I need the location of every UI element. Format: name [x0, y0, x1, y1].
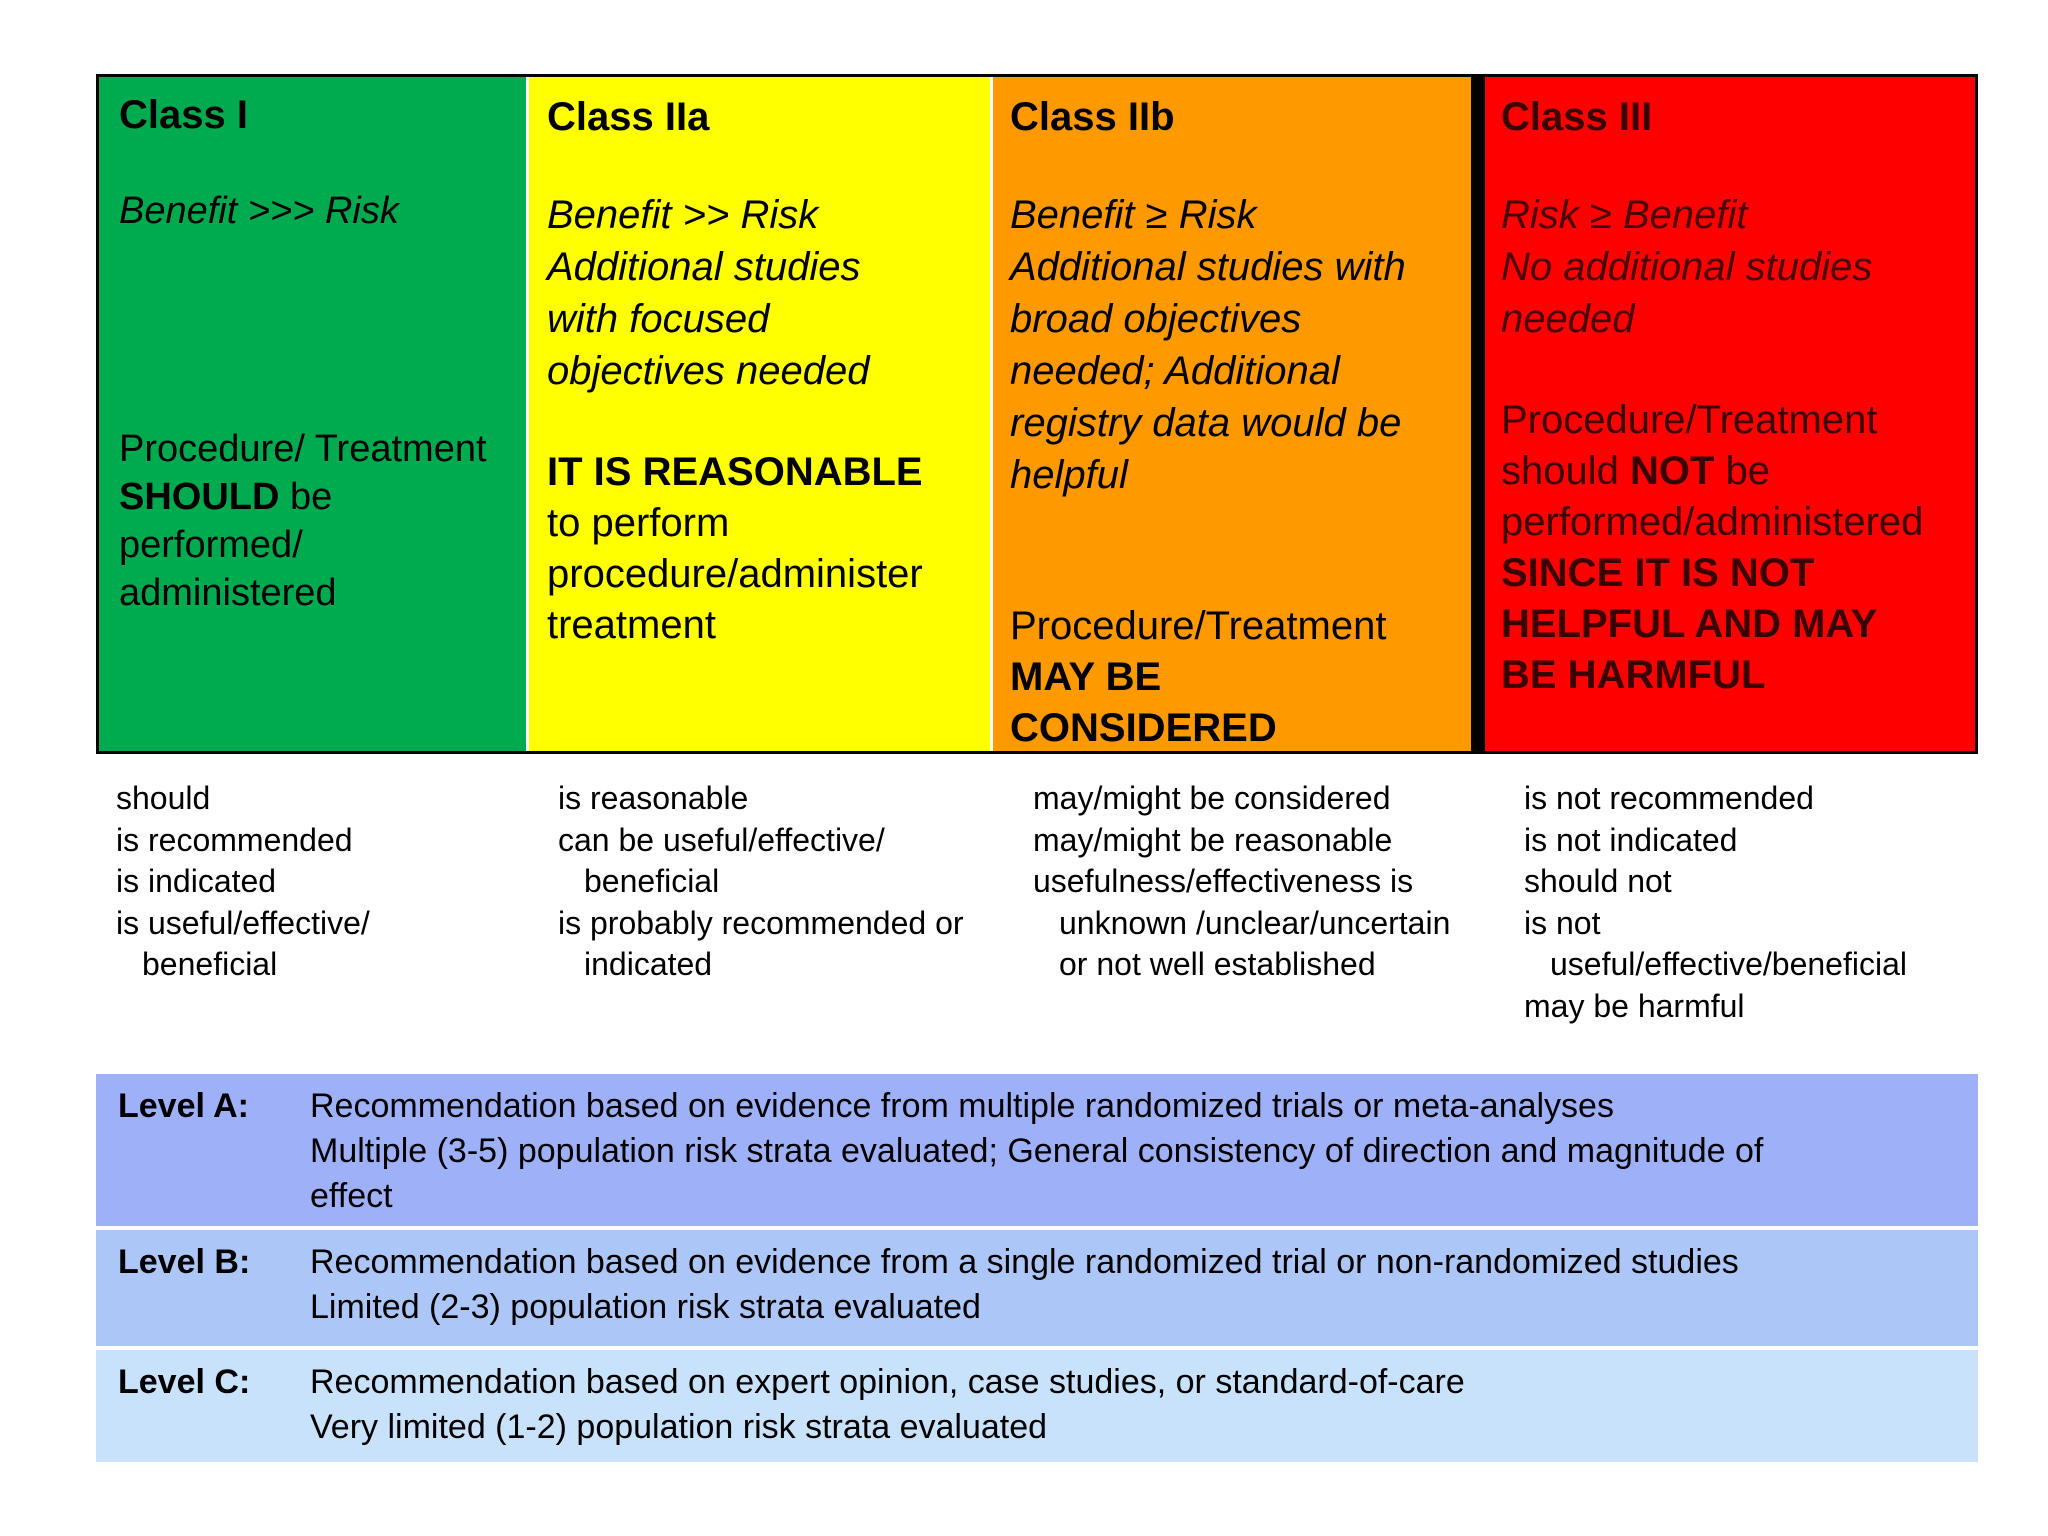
class-iib-phrases: [1033, 778, 1450, 986]
action-emphasis: SHOULD: [119, 476, 280, 518]
action-emphasis: HELPFUL AND MAY: [1501, 602, 1878, 646]
phrase-item: can be useful/effective/: [558, 821, 885, 858]
level-line: Recommendation based on evidence from multiple randomized trials or meta-analyses: [310, 1087, 1614, 1125]
level-line: effect: [310, 1177, 393, 1215]
class-i-cell: [99, 77, 526, 751]
class-iia-phrases: [558, 778, 964, 986]
class-iib-summary: [1010, 189, 1406, 501]
class-table: [96, 74, 1978, 754]
summary-line: helpful: [1010, 453, 1128, 497]
class-iii-summary: [1501, 189, 1872, 345]
level-b-label: Level B:: [118, 1243, 251, 1281]
summary-line: Benefit >> Risk: [547, 193, 819, 237]
class-iii-title: Class III: [1501, 95, 1653, 139]
phrase-item: is not recommended: [1524, 780, 1814, 816]
class-iia-cell: [526, 77, 990, 751]
action-line: [1501, 548, 1923, 599]
level-line: Multiple (3-5) population risk strata evaluated; General consistency of direction and magnitude of: [310, 1132, 1764, 1170]
action-line: performed/administered: [1501, 500, 1924, 544]
class-iia-action: [547, 447, 923, 651]
level-b-description: [310, 1240, 1739, 1330]
action-line-tail: be: [279, 476, 333, 518]
level-c-label: Level C:: [118, 1363, 251, 1401]
class-i-title: Class I: [119, 93, 248, 137]
phrase-item: may be harmful: [1524, 987, 1745, 1024]
class-iii-cell: [1485, 77, 1975, 751]
phrase-item: is not indicated: [1524, 821, 1738, 858]
phrase-item: or not well established: [1059, 946, 1376, 982]
summary-line: Additional studies: [547, 245, 861, 289]
action-emphasis: MAY BE: [1010, 655, 1162, 699]
action-line: Procedure/Treatment: [1010, 604, 1387, 648]
level-line: Recommendation based on evidence from a single randomized trial or non-randomized studies: [310, 1243, 1739, 1281]
level-a-label: Level A:: [118, 1087, 250, 1125]
action-emphasis: IT IS REASONABLE: [547, 450, 923, 494]
action-line: [1501, 446, 1923, 497]
class-iib-cell: [990, 77, 1471, 751]
phrase-item: is indicated: [116, 863, 277, 899]
action-line: [1010, 703, 1386, 754]
level-b-row: [96, 1230, 1978, 1346]
action-line: administered: [119, 572, 337, 614]
action-line: to perform: [547, 501, 730, 545]
summary-line: needed: [1501, 297, 1635, 341]
action-line-head: should: [1501, 449, 1630, 493]
class-i-summary: [119, 185, 399, 237]
phrase-item: is not: [1524, 904, 1601, 941]
class-iib-action: [1010, 601, 1386, 754]
phrase-item: usefulness/effectiveness is: [1033, 863, 1414, 899]
phrase-item: is reasonable: [558, 780, 749, 816]
level-a-row: [96, 1074, 1978, 1226]
class-i-action: [119, 425, 487, 617]
class-iib-title: Class IIb: [1010, 95, 1175, 139]
action-emphasis: SINCE IT IS NOT: [1501, 551, 1815, 595]
phrase-item: indicated: [584, 946, 713, 982]
level-line: Recommendation based on expert opinion, case studies, or standard-of-care: [310, 1363, 1465, 1401]
summary-line: Benefit ≥ Risk: [1010, 193, 1257, 237]
class-iii-phrases: [1524, 778, 1907, 1027]
summary-line: registry data would be: [1010, 401, 1402, 445]
level-a-description: [310, 1084, 1763, 1219]
level-line: Limited (2-3) population risk strata evaluated: [310, 1288, 981, 1326]
action-line: [1010, 652, 1386, 703]
summary-line: objectives needed: [547, 349, 870, 393]
action-line-tail: be: [1714, 449, 1771, 493]
level-line: Very limited (1-2) population risk strata evaluated: [310, 1408, 1048, 1446]
phrase-item: is probably recommended or: [558, 904, 964, 941]
class-iia-summary: [547, 189, 869, 397]
phrase-item: useful/effective/beneficial: [1550, 946, 1907, 982]
action-emphasis: CONSIDERED: [1010, 706, 1277, 750]
action-line: treatment: [547, 603, 716, 647]
summary-line: broad objectives: [1010, 297, 1302, 341]
class-i-phrases: [116, 778, 370, 986]
summary-line: Risk ≥ Benefit: [1501, 193, 1748, 237]
action-line: performed/: [119, 524, 303, 566]
class-divider: [1471, 77, 1485, 751]
summary-line: Benefit >>> Risk: [119, 190, 399, 232]
summary-line: needed; Additional: [1010, 349, 1340, 393]
action-line: Procedure/ Treatment: [119, 428, 487, 470]
action-line: [1501, 599, 1923, 650]
phrase-item: should not: [1524, 863, 1672, 899]
phrase-item: may/might be considered: [1033, 780, 1391, 816]
action-emphasis: NOT: [1629, 449, 1715, 493]
phrase-item: is recommended: [116, 821, 353, 858]
phrase-item: should: [116, 780, 211, 816]
phrase-item: is useful/effective/: [116, 904, 370, 941]
action-emphasis: BE HARMFUL: [1501, 653, 1766, 697]
phrase-item: may/might be reasonable: [1033, 821, 1393, 858]
action-line: [1501, 650, 1923, 701]
summary-line: No additional studies: [1501, 245, 1873, 289]
summary-line: Additional studies with: [1010, 245, 1406, 289]
summary-line: with focused: [547, 297, 770, 341]
class-iii-action: [1501, 395, 1923, 701]
level-c-description: [310, 1360, 1465, 1450]
level-c-row: [96, 1350, 1978, 1462]
action-line: procedure/administer: [547, 552, 923, 596]
phrase-item: beneficial: [584, 863, 720, 899]
action-line: [547, 447, 923, 498]
class-iia-title: Class IIa: [547, 95, 710, 139]
action-line: [119, 473, 487, 521]
phrase-item: beneficial: [142, 946, 278, 982]
phrase-item: unknown /unclear/uncertain: [1059, 904, 1451, 941]
action-line: Procedure/Treatment: [1501, 398, 1878, 442]
